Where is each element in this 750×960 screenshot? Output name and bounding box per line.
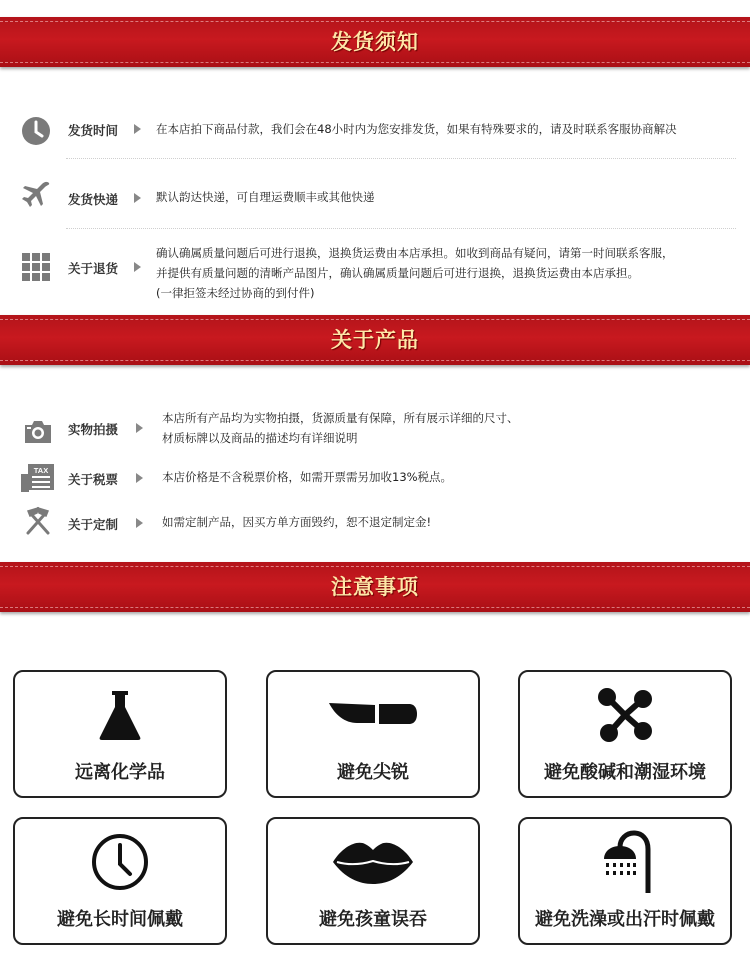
notice-label: 远离化学品 <box>75 762 165 783</box>
arrow-icon <box>136 423 143 433</box>
grid-icon <box>20 251 52 283</box>
arrow-icon <box>134 262 141 272</box>
notice-card-sharp <box>266 670 480 798</box>
molecule-icon <box>520 684 730 746</box>
notice-banner <box>0 562 750 612</box>
notice-banner-title: 注意事项 <box>331 575 419 599</box>
shower-icon <box>520 831 730 893</box>
product-text: 本店所有产品均为实物拍摄，货源质量有保障，所有展示详细的尺寸、 <box>162 411 519 425</box>
product-banner <box>0 315 750 365</box>
shipping-text: 默认韵达快递，可自理运费顺丰或其他快递 <box>156 190 375 204</box>
shipping-banner <box>0 17 750 67</box>
divider <box>66 158 736 159</box>
divider <box>66 228 736 229</box>
notice-card-swallow <box>266 817 480 945</box>
shipping-label: 发货快递 <box>68 192 119 207</box>
notice-label: 避免酸碱和潮湿环境 <box>544 762 706 783</box>
shipping-banner-title: 发货须知 <box>331 30 419 54</box>
product-text: 本店价格是不含税票价格，如需开票需另加收13%税点。 <box>162 470 453 484</box>
arrow-icon <box>134 124 141 134</box>
notice-card-acid <box>518 670 732 798</box>
shipping-text: 并提供有质量问题的清晰产品图片，确认确属质量问题后可进行退换，退换货运费由本店承担。 <box>156 266 639 280</box>
product-banner-title: 关于产品 <box>331 328 419 352</box>
shipping-text: 确认确属质量问题后可进行退换，退换货运费由本店承担。如收到商品有疑问，请第一时间联系客服， <box>156 246 674 260</box>
product-text: 材质标牌以及商品的描述均有详细说明 <box>162 431 358 445</box>
notice-card-shower <box>518 817 732 945</box>
airplane-icon <box>20 179 52 211</box>
notice-label: 避免孩童误吞 <box>319 909 427 930</box>
flask-icon <box>15 684 225 746</box>
arrow-icon <box>134 193 141 203</box>
shipping-label: 关于退货 <box>68 261 119 276</box>
shipping-text: (一律拒签未经过协商的到付件) <box>156 286 315 300</box>
clock-icon <box>20 115 52 147</box>
notice-label: 避免洗澡或出汗时佩戴 <box>535 909 715 930</box>
arrow-icon <box>136 473 143 483</box>
notice-card-chemicals <box>13 670 227 798</box>
lips-icon <box>268 831 478 893</box>
arrow-icon <box>136 518 143 528</box>
tax-receipt-icon <box>20 462 52 494</box>
shipping-label: 发货时间 <box>68 123 119 138</box>
shipping-text: 在本店拍下商品付款，我们会在48小时内为您安排发货，如果有特殊要求的，请及时联系客服协商解决 <box>156 122 677 136</box>
knife-icon <box>268 684 478 746</box>
product-label: 实物拍摄 <box>68 422 119 437</box>
clock-icon <box>15 831 225 893</box>
product-label: 关于税票 <box>68 472 119 487</box>
product-text: 如需定制产品，因买方单方面毁约，恕不退定制定金! <box>162 515 432 529</box>
product-label: 关于定制 <box>68 517 119 532</box>
crossed-hammers-icon <box>22 505 54 537</box>
notice-card-duration <box>13 817 227 945</box>
camera-icon <box>22 416 54 448</box>
notice-label: 避免尖锐 <box>337 762 409 783</box>
tax-icon-text: TAX <box>33 466 49 475</box>
notice-label: 避免长时间佩戴 <box>57 909 183 930</box>
